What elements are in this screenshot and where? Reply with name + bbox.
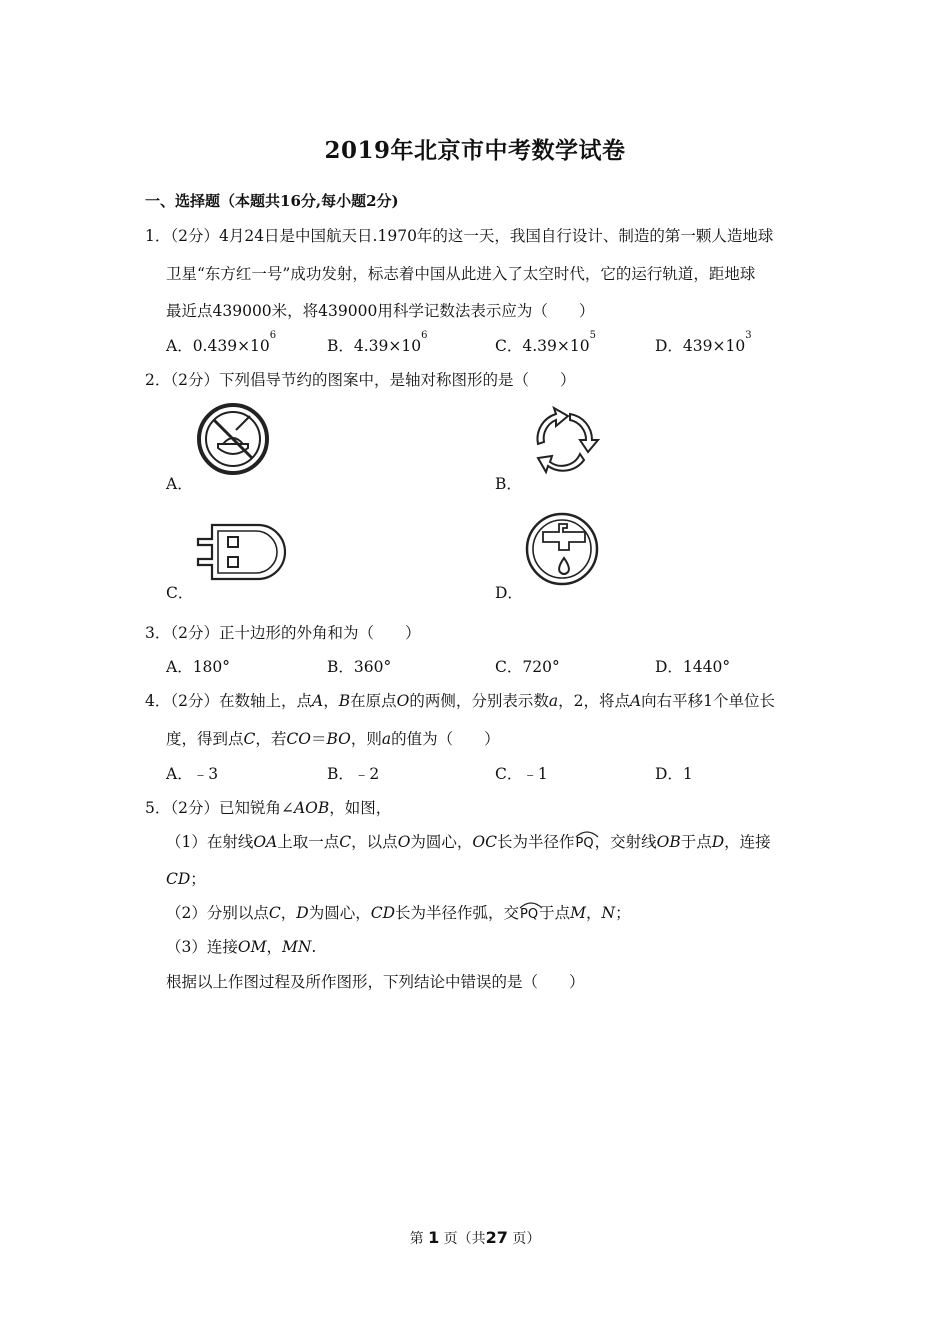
arc-pq-symbol: PQ (575, 836, 595, 851)
arc-pq-symbol: PQ (519, 907, 539, 922)
q4-option-c: C．﹣1 (495, 765, 548, 783)
current-page-number: 1 (428, 1228, 440, 1247)
q4-line-1: 4．（2分）在数轴上，点A，B在原点O的两侧，分别表示数a，2，将点A向右平移1个单位长 (145, 692, 776, 710)
q5-line-1: 5．（2分）已知锐角∠AOB，如图， (145, 799, 392, 817)
q1-option-a: A．$0.439\times 10^6$ (166, 330, 277, 355)
q5-step-1-cont: CD； (166, 870, 206, 888)
q4-option-a: A．﹣3 (166, 765, 219, 783)
q2-option-d: D． (495, 584, 523, 602)
no-food-waste-icon (196, 402, 270, 476)
q3-line-1: 3．（2分）正十边形的外角和为（ ） (145, 624, 421, 642)
q5-step-3: （3）连接OM，MN. (166, 938, 317, 956)
page-footer: 第 1 页（共27 页） (409, 1228, 541, 1247)
q1-line-3: 最近点439000米，将439000用科学记数法表示应为（ ） (166, 302, 595, 320)
q3-option-d: D．1440° (655, 658, 731, 676)
q4-option-b: B．﹣2 (327, 765, 380, 783)
page-title: 2019年北京市中考数学试卷 (324, 137, 626, 164)
q1-option-d: D．$439\times 10^3$ (655, 330, 752, 355)
q5-step-1: （1）在射线OA上取一点C，以点O为圆心，OC长为半径作 PQ，交射线OB于点D，连接 (166, 833, 771, 851)
q1-option-b: B．$4.39\times 10^6$ (327, 330, 428, 355)
q3-option-c: C．720° (495, 658, 560, 676)
section-heading: 一、选择题（本题共16分,每小题2分) (145, 192, 399, 210)
q2-option-a: A． (166, 475, 193, 493)
total-page-count: 27 (485, 1228, 508, 1247)
q1-line-1: 1．（2分）4月24日是中国航天日.1970年的这一天，我国自行设计、制造的第一颗人造地球 (145, 227, 774, 245)
q4-line-2: 度，得到点C，若CO＝BO，则a的值为（ ） (166, 730, 500, 748)
q2-option-c: C． (166, 584, 194, 602)
q2-option-b: B． (495, 475, 522, 493)
q5-step-2: （2）分别以点C，D为圆心，CD长为半径作弧，交 PQ于点M，N； (166, 904, 631, 922)
q3-option-b: B．360° (327, 658, 392, 676)
q3-option-a: A．180° (166, 658, 231, 676)
q1-line-2: 卫星“东方红一号”成功发射，标志着中国从此进入了太空时代，它的运行轨道，距地球 (166, 265, 756, 283)
q4-option-d: D．1 (655, 765, 693, 783)
q1-option-c: C．$4.39\times 10^5$ (495, 330, 596, 355)
q2-line-1: 2．（2分）下列倡导节约的图案中，是轴对称图形的是（ ） (145, 371, 576, 389)
q5-last-line: 根据以上作图过程及所作图形，下列结论中错误的是（ ） (166, 973, 585, 991)
save-water-faucet-icon (525, 512, 599, 586)
recycle-arrows-icon (524, 404, 602, 476)
power-plug-icon (194, 521, 292, 583)
